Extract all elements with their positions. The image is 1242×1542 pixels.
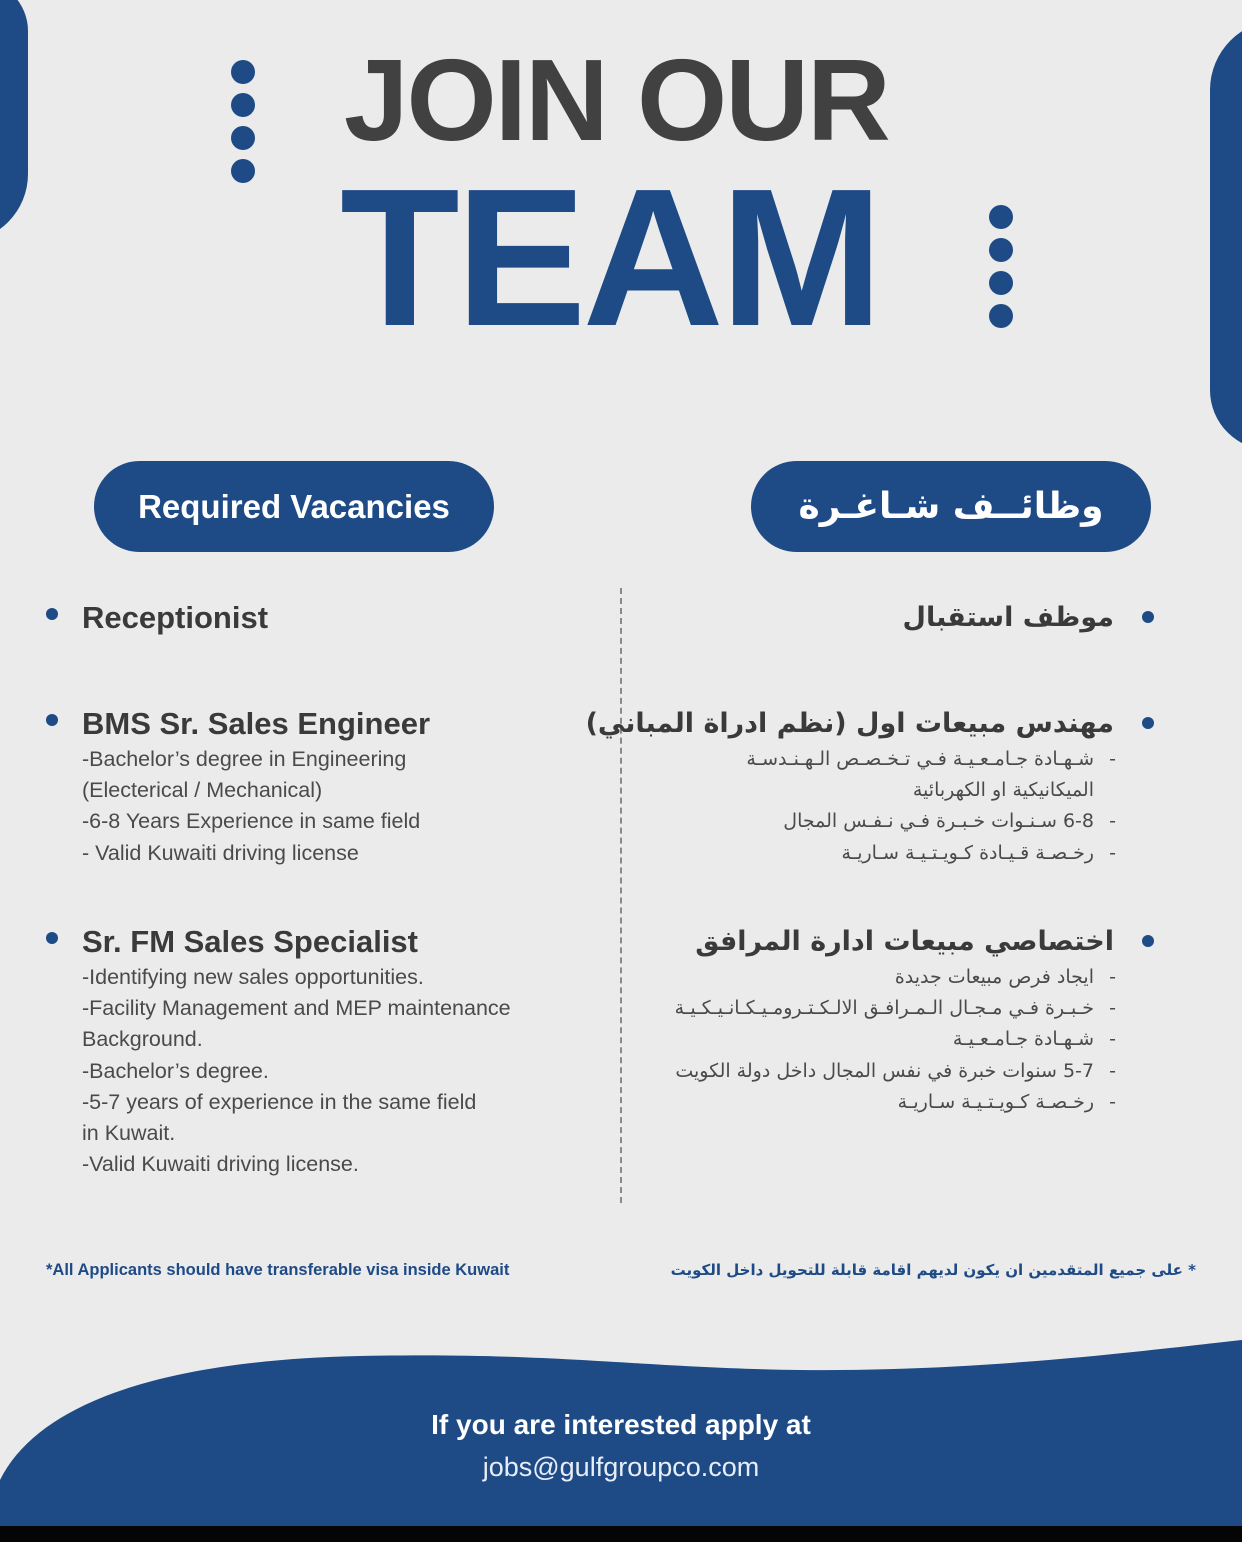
requirement-line: Background. [82,1027,203,1052]
requirement-line: - شـهـادة جـامـعـيـة فـي تـخـصـص الـهـنـدسـة [638,744,1094,775]
dots-decoration-right [989,205,1013,328]
right-blue-shape [1210,20,1242,450]
bullet-icon [46,608,58,620]
requirement-line: -5-7 years of experience in the same field [82,1089,477,1114]
column-divider [620,588,622,1203]
job-title: موظف استقبال [902,602,1114,633]
job-title: Sr. FM Sales Specialist [82,924,418,959]
requirement-line: -Valid Kuwaiti driving license. [82,1152,359,1177]
requirement-line: -Bachelor’s degree. [82,1058,269,1083]
requirement-line: - رخـصـة كـويـتـيـة سـاريـة [638,1087,1094,1118]
job-item-receptionist-en [44,598,604,704]
left-blue-shape [0,0,28,242]
headline-team: TEAM [340,148,880,367]
english-vacancies-column [44,598,604,1180]
dot [989,304,1013,328]
requirements-list [638,744,1114,869]
dot [231,93,255,117]
dot [231,60,255,84]
requirements-list [638,962,1114,1118]
bullet-icon [46,714,58,726]
visa-note-ar: * على جميع المتقدمين ان يكون لديهم اقامة قابلة للتحويل داخل الكويت [670,1261,1196,1279]
bullet-icon [1142,717,1154,729]
apply-email-link[interactable]: jobs@gulfgroupco.com [482,1452,760,1482]
requirement-line: (Electerical / Mechanical) [82,778,323,803]
requirement-line: - Valid Kuwaiti driving license [82,840,359,865]
dot [989,238,1013,262]
requirement-line: in Kuwait. [82,1121,176,1146]
job-item-bms-engineer-en [44,704,604,922]
job-title: مهندس مبيعات اول (نظم ادراة المباني) [585,708,1114,739]
requirement-line: الميكانيكية او الكهربائية [912,779,1094,802]
job-item-fm-specialist-ar [638,922,1158,1118]
dot [989,205,1013,229]
apply-cta: If you are interested apply at [431,1409,811,1440]
bullet-icon [1142,935,1154,947]
visa-note-en: *All Applicants should have transferable visa inside Kuwait [46,1261,510,1279]
job-item-fm-specialist-en [44,922,604,1180]
requirement-line: - 6-8 سـنـوات خـبـرة فـي نـفـس المجال [638,806,1094,837]
requirement-line: - خـبـرة فـي مـجـال الـمـرافـق الالـكـتـرومـيـكـانـيـكـيـة [638,993,1094,1024]
job-title: BMS Sr. Sales Engineer [82,706,431,741]
headline-join-our: JOIN OUR [344,35,889,165]
bottom-bar [0,1526,1242,1542]
requirement-line: -Facility Management and MEP maintenance [82,996,511,1021]
requirement-line: -6-8 Years Experience in same field [82,809,421,834]
dot [231,126,255,150]
job-title: Receptionist [82,600,269,635]
required-vacancies-badge: Required Vacancies [94,461,494,552]
requirement-line: -Identifying new sales opportunities. [82,965,424,989]
requirement-line: - رخـصـة قـيـادة كـويـتـيـة سـاريـة [638,838,1094,869]
job-title: اختصاصي مبيعات ادارة المرافق [695,926,1114,957]
footer-apply [0,1405,1242,1489]
bullet-icon [1142,611,1154,623]
dot [231,159,255,183]
requirement-line: -Bachelor’s degree in Engineering [82,747,407,771]
job-item-bms-engineer-ar [585,704,1158,922]
dots-decoration-left [231,60,255,183]
requirement-line: - 5-7 سنوات خبرة في نفس المجال داخل دولة الكويت [638,1056,1094,1087]
arabic-vacancies-column [585,598,1158,1118]
dot [989,271,1013,295]
arabic-vacancies-badge: وظائــف شـاغـرة [751,461,1151,552]
requirement-line: - ايجاد فرص مبيعات جديدة [638,962,1094,993]
requirement-line: - شـهـادة جـامـعـيـة [638,1024,1094,1055]
bullet-icon [46,932,58,944]
job-item-receptionist-ar [638,598,1158,704]
